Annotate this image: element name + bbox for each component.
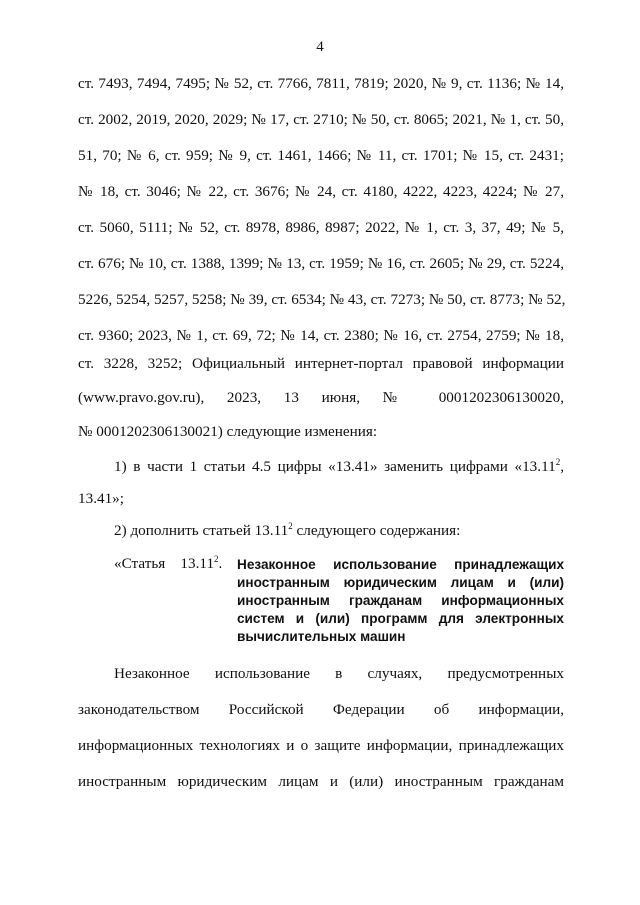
body-line: ст. 5060, 5111; № 52, ст. 8978, 8986, 8987; 2022, № 1, ст. 3, 37, 49; № 5, [78,219,564,236]
article-body-line: Незаконное использование в случаях, предусмотренных [114,665,564,682]
article-heading-line: иностранным юридическим лицам и (или) [237,575,564,590]
body-line: ст. 9360; 2023, № 1, ст. 69, 72; № 14, ст. 2380; № 16, ст. 2754, 2759; № 18, [78,327,564,344]
item-2-line: 2) дополнить статьей 13.11$^2$ следующего содержания: [114,520,461,539]
article-body-line: законодательством Российской Федерации об информации, [78,701,564,718]
article-body-line: информационных технологиях и о защите информации, принадлежащих [78,737,564,754]
body-line: ст. 7493, 7494, 7495; № 52, ст. 7766, 7811, 7819; 2020, № 9, ст. 1136; № 14, [78,75,564,92]
article-heading-line: систем и (или) программ для электронных [237,611,564,626]
article-body-line: иностранным юридическим лицам и (или) иностранным гражданам [78,773,564,790]
article-heading-line: иностранным гражданам информационных [237,593,564,608]
item-1-line-2: 13.41»; [78,490,124,507]
body-line: № 0001202306130021) следующие изменения: [78,423,378,440]
article-heading-line: вычислительных машин [237,629,406,644]
body-line: ст. 2002, 2019, 2020, 2029; № 17, ст. 2710; № 50, ст. 8065; 2021, № 1, ст. 50, [78,111,564,128]
body-line: 5226, 5254, 5257, 5258; № 39, ст. 6534; № 43, ст. 7273; № 50, ст. 8773; № 52, [78,291,566,308]
page-number: 4 [316,39,324,55]
body-line: 51, 70; № 6, ст. 959; № 9, ст. 1461, 1466; № 11, ст. 1701; № 15, ст. 2431; [78,147,564,164]
body-line: ст. 3228, 3252; Официальный интернет-портал правовой информации [78,355,564,372]
article-heading-line: Незаконное использование принадлежащих [237,557,564,572]
body-line: № 18, ст. 3046; № 22, ст. 3676; № 24, ст. 4180, 4222, 4223, 4224; № 27, [78,183,564,200]
article-label: «Статья 13.11$^2$. [114,553,223,572]
item-1-line-1: 1) в части 1 статьи 4.5 цифры «13.41» заменить цифрами «13.11$^2$, [114,456,564,475]
body-line: ст. 676; № 10, ст. 1388, 1399; № 13, ст. 1959; № 16, ст. 2605; № 29, ст. 5224, [78,255,564,272]
body-line: (www.pravo.gov.ru), 2023, 13 июня, № 0001202306130020, [78,389,564,406]
